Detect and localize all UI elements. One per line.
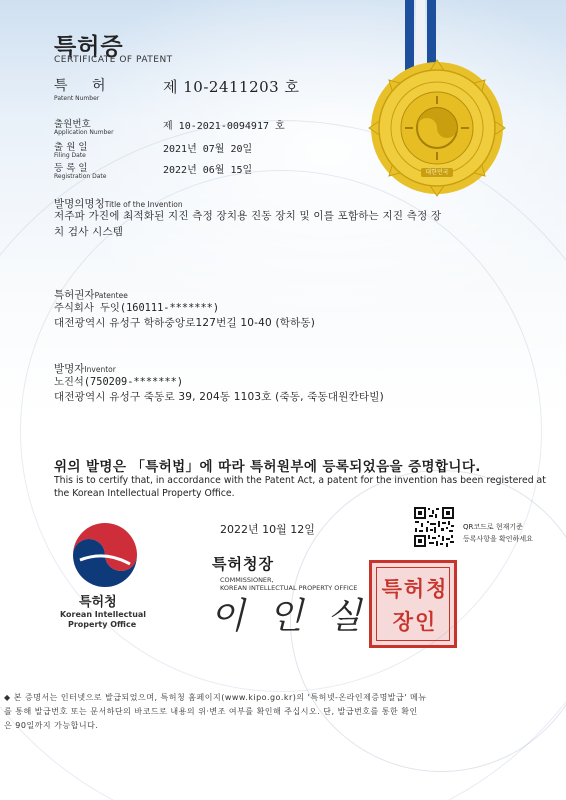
application-number-value: 제 10-2021-0094917 호 bbox=[163, 121, 285, 132]
patentee-address: 대전광역시 유성구 학하중앙로127번길 10-40 (학하동) bbox=[54, 317, 316, 329]
qr-code[interactable] bbox=[413, 506, 455, 548]
inventor-label: 발명자 bbox=[54, 363, 85, 375]
seal-text: 특허청장인 bbox=[381, 577, 449, 634]
certificate-title-en: CERTIFICATE OF PATENT bbox=[54, 55, 173, 65]
filing-date-label-en: Filing Date bbox=[54, 152, 86, 159]
qr-note-line1: QR코드로 현재기준 bbox=[463, 523, 523, 531]
application-number-label: 출원번호 bbox=[54, 119, 91, 130]
filing-date-value: 2021년 07월 20일 bbox=[163, 144, 253, 155]
kipo-name-en-line2: Property Office bbox=[68, 620, 137, 629]
gold-medal-seal bbox=[367, 58, 507, 198]
kipo-logo-icon bbox=[70, 520, 140, 590]
commissioner-signature: 이 인 실 bbox=[210, 596, 368, 637]
invention-title-line1: 저주파 가진에 최적화된 지진 측정 장치용 진동 장치 및 이를 포함하는 지진 측정 장 bbox=[54, 210, 442, 222]
certificate-title: 특허증 bbox=[54, 34, 124, 60]
commissioner-title-en-line1: COMMISSIONER, bbox=[220, 576, 274, 584]
patent-number-value: 제 10-2411203 호 bbox=[163, 78, 300, 96]
invention-label-en: Title of the Invention bbox=[104, 200, 183, 209]
inventor-name: 노진석(750209-*******) bbox=[54, 376, 184, 388]
patent-number-label: 특 허 bbox=[54, 78, 116, 94]
patent-number-label-en: Patent Number bbox=[54, 95, 100, 102]
certification-statement-ko: 위의 발명은 「특허법」에 따라 특허원부에 등록되었음을 증명합니다. bbox=[54, 459, 481, 475]
registration-date-value: 2022년 06월 15일 bbox=[163, 165, 253, 176]
application-number-label-en: Application Number bbox=[54, 129, 114, 136]
footer-note-line3: 은 90일까지 가능합니다. bbox=[4, 721, 99, 730]
invention-label: 발명의명칭 bbox=[54, 198, 105, 210]
medal-text: 대한민국 bbox=[425, 169, 449, 176]
footer-note-line1: ◆ 본 증명서는 인터넷으로 발급되었으며, 특허청 홈페이지(www.kipo.go.kr)의 '특허넷-온라인제증명발급' 메뉴 bbox=[4, 693, 427, 702]
issue-date: 2022년 10월 12일 bbox=[220, 523, 315, 536]
certification-statement-en-line2: the Korean Intellectual Property Office. bbox=[54, 488, 235, 499]
commissioner-title-en-line2: KOREAN INTELLECTUAL PROPERTY OFFICE bbox=[220, 584, 358, 592]
footer-note-line2: 를 통해 발급번호 또는 문서하단의 바코드로 내용의 위·변조 여부를 확인해 주십시오. 단, 발급번호를 통한 확인 bbox=[4, 707, 418, 716]
registration-date-label-en: Registration Date bbox=[54, 173, 107, 180]
patentee-label: 특허권자 bbox=[54, 289, 95, 301]
official-red-seal bbox=[369, 560, 457, 648]
registration-date-label: 등 록 일 bbox=[54, 163, 88, 174]
inventor-label-en: Inventor bbox=[84, 365, 116, 374]
inventor-address: 대전광역시 유성구 죽동로 39, 204동 1103호 (죽동, 죽동대원칸타빌) bbox=[54, 391, 384, 403]
patentee-name: 주식회사 두잇(160111-*******) bbox=[54, 302, 220, 314]
kipo-name-en-line1: Korean Intellectual bbox=[60, 610, 147, 619]
qr-note-line2: 등록사항을 확인하세요 bbox=[463, 535, 533, 543]
patentee-label-en: Patentee bbox=[94, 291, 128, 300]
filing-date-label: 출 원 일 bbox=[54, 142, 88, 153]
kipo-name-ko: 특허청 bbox=[79, 595, 117, 610]
certification-statement-en-line1: This is to certify that, in accordance with the Patent Act, a patent for the invention has been registered at bbox=[54, 475, 546, 486]
commissioner-title-ko: 특허청장 bbox=[212, 555, 274, 573]
invention-title-line2: 치 검사 시스템 bbox=[54, 226, 124, 238]
